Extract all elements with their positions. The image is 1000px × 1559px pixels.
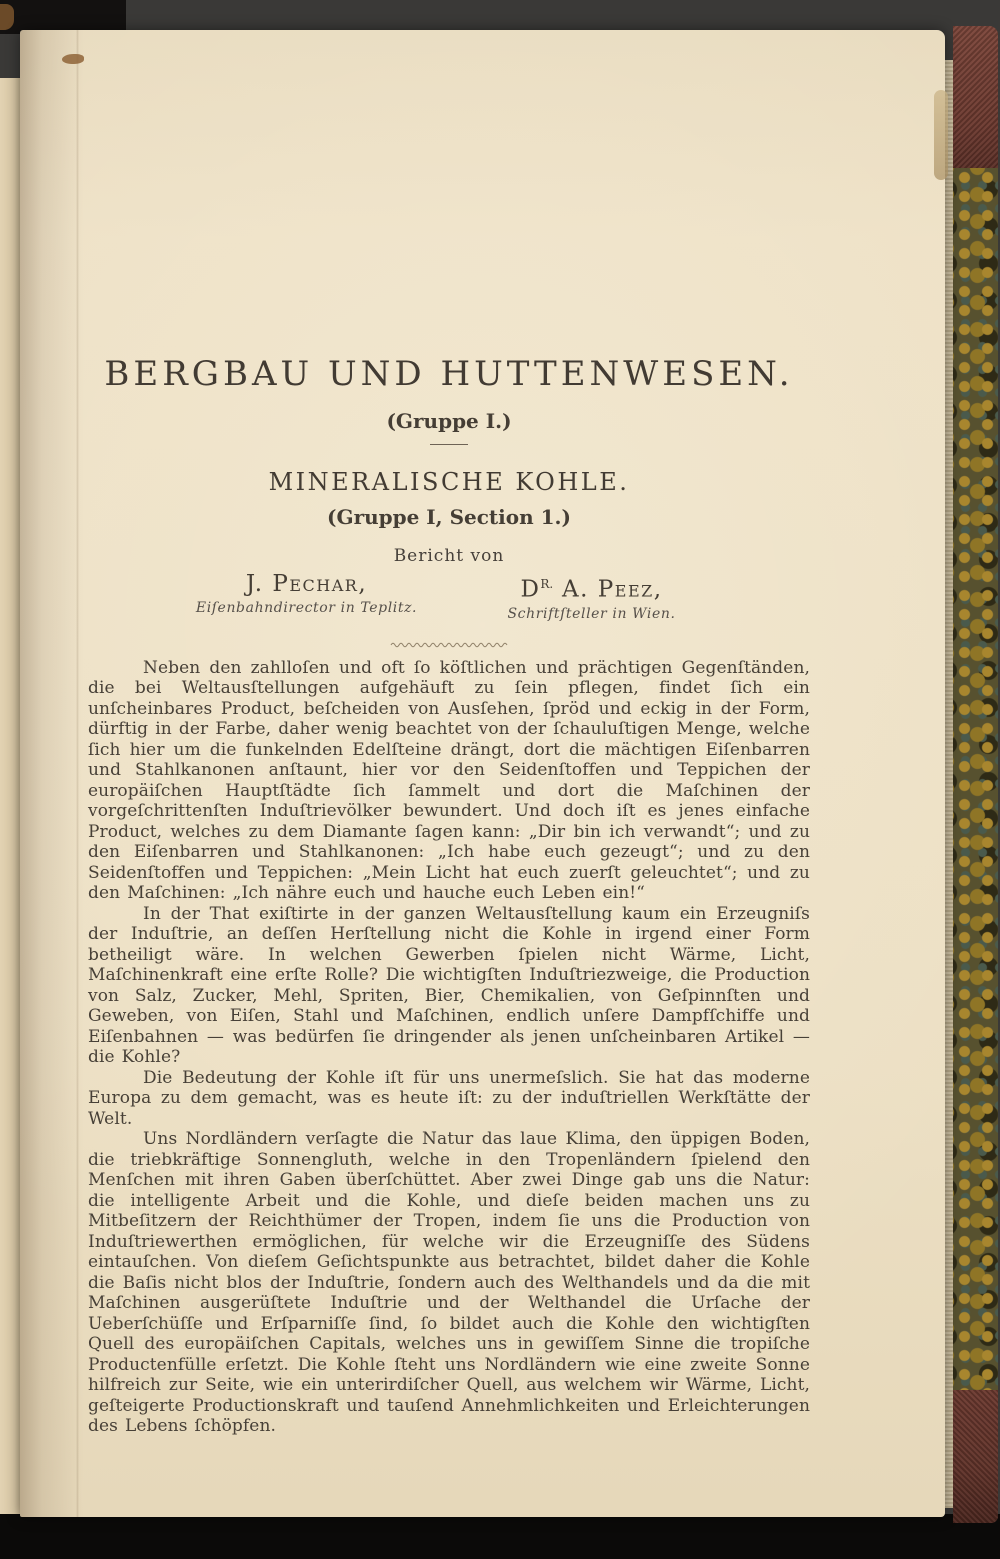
divider-rule — [430, 444, 468, 445]
author-left — [164, 569, 449, 624]
book-cover-edge — [953, 26, 998, 1523]
wavy-divider-glyph — [390, 640, 508, 648]
leather-corner-top — [953, 26, 998, 168]
author-right-name-superscript: R. — [540, 577, 554, 591]
author-right-name-rest: A. Peez, — [553, 576, 663, 603]
author-left-name: J. Pechar, — [245, 571, 368, 597]
author-right-name-initial: D — [520, 576, 541, 603]
section-title: MINERALISCHE KOHLE. — [268, 468, 630, 496]
author-right-affiliation: Schriftſteller in Wien. — [507, 605, 676, 622]
wavy-divider — [88, 633, 810, 641]
paragraph-4: Uns Nordländern verſagte die Natur das laue Klima, den üppigen Boden, die triebkräftige Sonnengluth, welche in den Tropenländern ſpielend den Menſchen mit ihren Gaben überſchüttet. Aber zwei Dinge gab uns die Natur: die intelligente Arbeit und die Kohle, und dieſe beiden machen uns zu Mitbeſitzern der Reichthümer der Tropen, indem ſie uns die Production von Induſtriewerthen ermöglichen, für welche wir die Erzeugniſſe des Südens eintauſchen. Von dieſem Geſichtspunkte aus betrachtet, bildet daher die Kohle die Baſis nicht blos der Induſtrie, ſondern auch des Welthandels und da die mit Maſchinen ausgerüſtete Induſtrie und der Welthandel die Urſache der Ueberſchüſſe und Erſparniſſe ſind, ſo bildet auch die Kohle den wichtigſten Quell des europäiſchen Capitals, welches uns in gewiſſem Sinne die tropiſche Productenfülle erſetzt. Die Kohle ſteht uns Nordländern wie eine zweite Sonne hilfreich zur Seite, wie ein unterirdiſcher Quell, aus welchem wir Wärme, Licht, geſteigerte Productionskraft und tauſend Annehmlichkeiten und Erleichterungen des Lebens ſchöpfen. — [88, 1129, 810, 1437]
author-right-name — [449, 569, 734, 605]
leather-corner-bottom — [953, 1390, 998, 1523]
author-left-affiliation: Eiſenbahndirector in Teplitz. — [195, 600, 418, 616]
authors-block — [164, 569, 734, 624]
byline: Bericht von — [393, 546, 505, 566]
main-title: BERGBAU UND HUTTENWESEN. — [104, 354, 794, 394]
group-caption: (Gruppe I.) — [386, 409, 512, 433]
paragraph-1: Neben den zahlloſen und oft ſo köſtlichen und prächtigen Gegenſtänden, die bei Weltausſtellungen aufgehäuft zu ſein pflegen, findet ſich ein unſcheinbares Product, beſcheiden von Ausſehen, ſpröd und eckig in der Form, dürftig in der Farbe, daher wenig beachtet von der ſchauluſtigen Menge, welche ſich hier um die funkelnden Edelſteine drängt, dort die mächtigen Eiſenbarren und Stahlkanonen anſtaunt, hier vor den Seidenſtoffen und Teppichen der europäiſchen Hauptſtädte ſich ſammelt und dort die Maſchinen der vorgeſchrittenſten Induſtrievölker bewundert. Und doch iſt es jenes einfache Product, welches zu dem Diamante ſagen kann: „Dir bin ich verwandt“; und zu den Eiſenbarren und Stahlkanonen: „Ich habe euch gezeugt“; und zu den Seidenſtoffen und Teppichen: „Mein Licht hat euch zuerſt geleuchtet“; und zu den Maſchinen: „Ich nähre euch und hauche euch Leben ein!“ — [88, 657, 810, 904]
body-text — [88, 658, 810, 1437]
spine-fragment — [0, 4, 14, 30]
marbled-board — [953, 168, 998, 1390]
paper-tear — [62, 54, 84, 64]
scanner-shadow-bottom — [0, 1514, 1000, 1559]
corner-wear — [934, 90, 948, 180]
gutter-crease — [76, 30, 79, 1517]
paragraph-3: Die Bedeutung der Kohle iſt für uns unermeſslich. Sie hat das moderne Europa zu dem gemacht, was es heute iſt: zu der induſtriellen Werkſtätte der Welt. — [88, 1067, 810, 1129]
scanner-shadow-top-left — [0, 0, 126, 34]
paragraph-2: In der That exiſtirte in der ganzen Weltausſtellung kaum ein Erzeugniſs der Induſtrie, an deſſen Herſtellung nicht die Kohle in irgend einer Form betheiligt wäre. In welchen Gewerben ſpielen nicht Wärme, Licht, Maſchinenkraft eine erſte Rolle? Die wichtigſten Induſtriezweige, die Production von Salz, Zucker, Mehl, Spriten, Bier, Chemikalien, von Geſpinnſten und Geweben, von Eiſen, Stahl und Maſchinen, endlich unſere Dampfſchiffe und Eiſenbahnen — was bedürfen ſie dringender als jenen unſcheinbaren Artikel — die Kohle? — [88, 903, 810, 1068]
section-caption: (Gruppe I, Section 1.) — [327, 505, 571, 529]
author-right — [449, 569, 734, 624]
book-page — [20, 30, 945, 1517]
page-content — [88, 326, 810, 1437]
